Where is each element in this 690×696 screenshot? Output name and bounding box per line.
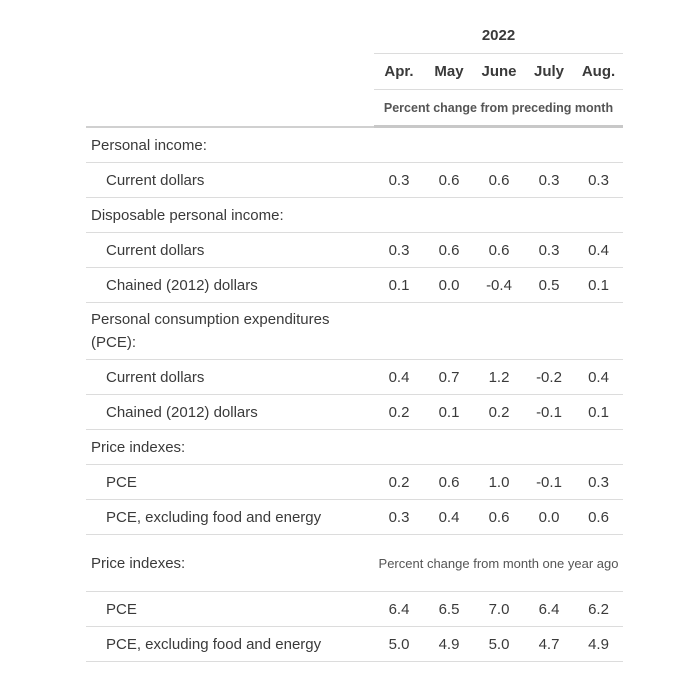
value-cell: 0.1	[574, 395, 623, 430]
table-row-dpi-current-dollars	[86, 233, 623, 268]
value-cell: -0.4	[474, 268, 524, 303]
value-cell: 0.7	[424, 360, 474, 395]
value-cell: 4.9	[424, 627, 474, 662]
row-label: PCE	[86, 592, 374, 627]
row-label: Current dollars	[86, 163, 374, 198]
table-row-py-pce	[86, 592, 623, 627]
header-month-aug: Aug.	[574, 54, 623, 90]
header-months-row	[86, 54, 623, 90]
value-cell: 0.2	[374, 395, 424, 430]
header-empty-cell	[86, 54, 374, 90]
value-cell: 6.2	[574, 592, 623, 627]
value-cell: 0.4	[424, 500, 474, 535]
header-empty-cell	[86, 90, 374, 127]
header-empty-cell	[86, 18, 374, 54]
value-cell: 0.5	[524, 268, 574, 303]
value-cell: 1.0	[474, 465, 524, 500]
table-row-py-pce-core	[86, 627, 623, 662]
value-cell: 0.3	[574, 163, 623, 198]
value-cell: 0.6	[474, 233, 524, 268]
category-label: Price indexes:	[86, 430, 623, 465]
value-cell: 0.6	[474, 163, 524, 198]
table-row-pce-current-dollars	[86, 360, 623, 395]
header-month-may: May	[424, 54, 474, 90]
value-cell: 0.0	[524, 500, 574, 535]
personal-income-table	[86, 18, 623, 662]
table-row-pi-pce-core	[86, 500, 623, 535]
header-subtitle: Percent change from preceding month	[374, 90, 623, 127]
value-cell: 0.3	[374, 233, 424, 268]
yearly-change-note: Percent change from month one year ago	[374, 535, 623, 592]
table-row-price-indexes-monthly	[86, 430, 623, 465]
personal-income-table-container	[86, 18, 623, 662]
value-cell: 0.4	[574, 233, 623, 268]
value-cell: 6.5	[424, 592, 474, 627]
value-cell: 0.2	[474, 395, 524, 430]
value-cell: 0.4	[374, 360, 424, 395]
value-cell: 6.4	[374, 592, 424, 627]
row-label: Current dollars	[86, 233, 374, 268]
header-year-row	[86, 18, 623, 54]
category-label: Personal consumption expenditures (PCE):	[86, 303, 374, 360]
value-cell: 0.0	[424, 268, 474, 303]
row-label: PCE, excluding food and energy	[86, 500, 374, 535]
header-month-july: July	[524, 54, 574, 90]
value-cell: 0.3	[374, 500, 424, 535]
header-year: 2022	[374, 18, 623, 54]
table-row-disposable-income	[86, 198, 623, 233]
row-label: Chained (2012) dollars	[86, 268, 374, 303]
value-cell: 0.3	[524, 163, 574, 198]
value-cell: 7.0	[474, 592, 524, 627]
header-subtitle-row	[86, 90, 623, 127]
value-cell: 0.4	[574, 360, 623, 395]
table-row-price-indexes-yearly	[86, 535, 623, 592]
value-cell: -0.1	[524, 465, 574, 500]
value-cell: 0.1	[574, 268, 623, 303]
header-month-june: June	[474, 54, 524, 90]
value-cell: 4.9	[574, 627, 623, 662]
value-cell: 0.3	[574, 465, 623, 500]
value-cell: 0.1	[424, 395, 474, 430]
table-row-personal-income	[86, 127, 623, 163]
row-label: PCE, excluding food and energy	[86, 627, 374, 662]
category-label: Personal income:	[86, 127, 623, 163]
header-month-apr: Apr.	[374, 54, 424, 90]
table-row-pi-pce	[86, 465, 623, 500]
value-cell: 0.6	[424, 233, 474, 268]
value-cell: 4.7	[524, 627, 574, 662]
table-row-pce-chained-dollars	[86, 395, 623, 430]
value-cell: 0.6	[474, 500, 524, 535]
category-label: Disposable personal income:	[86, 198, 623, 233]
empty-cell	[374, 303, 623, 360]
category-label: Price indexes:	[86, 535, 374, 592]
table-row-pce	[86, 303, 623, 360]
table-row-pi-current-dollars	[86, 163, 623, 198]
value-cell: -0.1	[524, 395, 574, 430]
value-cell: 0.2	[374, 465, 424, 500]
row-label: Chained (2012) dollars	[86, 395, 374, 430]
value-cell: 0.6	[574, 500, 623, 535]
value-cell: 1.2	[474, 360, 524, 395]
value-cell: -0.2	[524, 360, 574, 395]
value-cell: 5.0	[474, 627, 524, 662]
table-row-dpi-chained-dollars	[86, 268, 623, 303]
value-cell: 6.4	[524, 592, 574, 627]
row-label: PCE	[86, 465, 374, 500]
value-cell: 0.3	[524, 233, 574, 268]
value-cell: 0.6	[424, 465, 474, 500]
value-cell: 0.3	[374, 163, 424, 198]
value-cell: 0.6	[424, 163, 474, 198]
value-cell: 5.0	[374, 627, 424, 662]
value-cell: 0.1	[374, 268, 424, 303]
row-label: Current dollars	[86, 360, 374, 395]
